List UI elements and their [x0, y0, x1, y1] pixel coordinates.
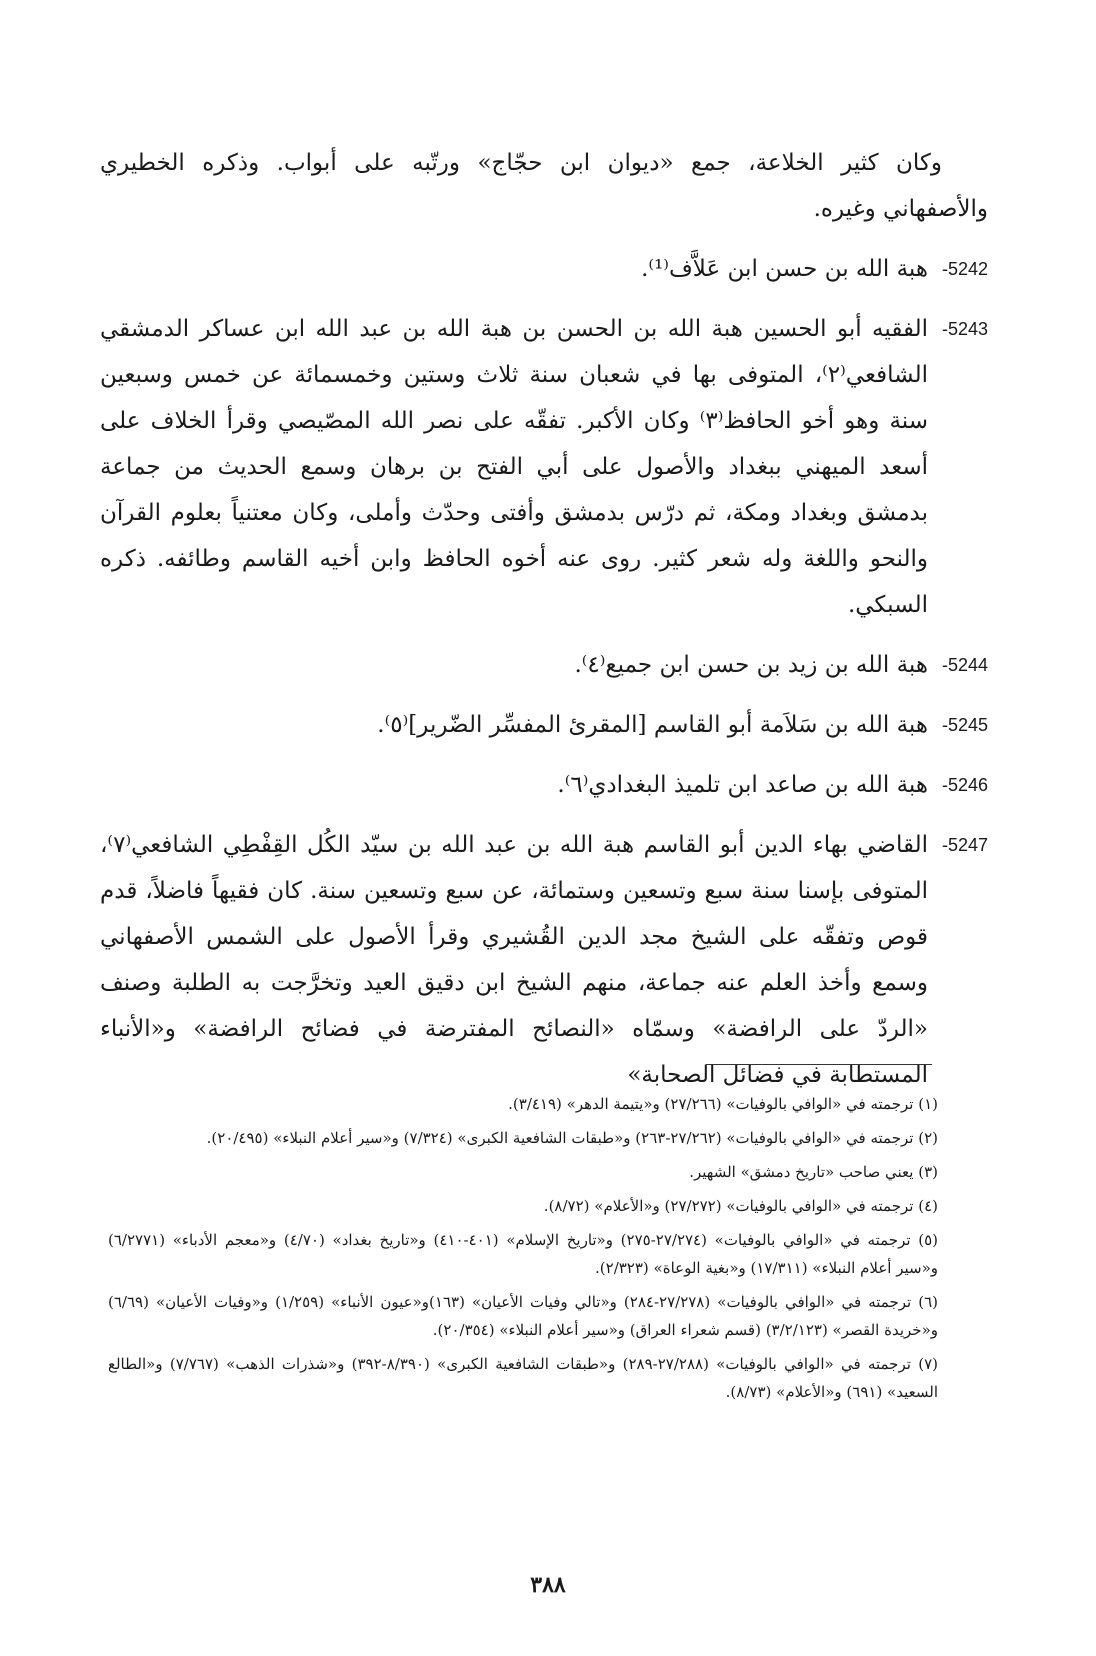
- footnote-4: (٤) ترجمته في «الوافي بالوفيات» (٢٧/٢٧٢) و«الأعلام» (٨/٧٢).: [543, 1197, 938, 1215]
- footnote-1: (١) ترجمته في «الوافي بالوفيات» (٢٧/٢٦٦) و«يتيمة الدهر» (٣/٤١٩).: [508, 1095, 938, 1113]
- footnote-separator: [706, 1064, 932, 1065]
- main-text: [100, 140, 988, 1112]
- entry-number: 5247-: [941, 835, 988, 855]
- continuation-paragraph: وكان كثير الخلاعة، جمع «ديوان ابن حجّاج» ورتّبه على أبواب. وذكره الخطيري والأصفهاني وغيره.: [100, 150, 988, 222]
- footnote-5: (٥) ترجمته في «الوافي بالوفيات» (٢٧/٢٧٤-٢٧٥) و«تاريخ الإسلام» (٤٠١-٤١٠) و«تاريخ بغداد» (٤/٧٠) و«معجم الأدباء» (٦/٢٧٧١) و«سير أعلام النبلاء» (١٧/٣١١) و«بغية الوعاة» (٢/٣٢٣).: [108, 1231, 938, 1277]
- entry-text: هبة الله بن صاعد ابن تلميذ البغدادي⁽٦⁾.: [557, 772, 928, 798]
- entry-5246: [100, 762, 988, 808]
- entry-number: 5244-: [941, 655, 988, 675]
- entry-5247: [100, 822, 988, 1098]
- entry-number: 5246-: [941, 775, 988, 795]
- entry-5243: [100, 306, 988, 628]
- entry-number: 5243-: [941, 319, 988, 339]
- entry-5244: [100, 642, 988, 688]
- entry-number: 5245-: [941, 715, 988, 735]
- footnote-2: (٢) ترجمته في «الوافي بالوفيات» (٢٧/٢٦٢-٢٦٣) و«طبقات الشافعية الكبرى» (٧/٣٢٤) و«سير أعلام النبلاء» (٢٠/٤٩٥).: [206, 1129, 938, 1147]
- footnote-3: (٣) يعني صاحب «تاريخ دمشق» الشهير.: [689, 1163, 938, 1181]
- footnote-6: (٦) ترجمته في «الوافي بالوفيات» (٢٧/٢٧٨-٢٨٤) و«تالي وفيات الأعيان» (١٦٣)و«عيون الأنباء» (١/٢٥٩) و«وفيات الأعيان» (٦/٦٩) و«خريدة القصر» (٣/٢/١٢٣) (قسم شعراء العراق) و«سير أعلام النبلاء» (٢٠/٣٥٤).: [108, 1293, 938, 1339]
- footnote-7: (٧) ترجمته في «الوافي بالوفيات» (٢٧/٢٨٨-٢٨٩) و«طبقات الشافعية الكبرى» (٨/٣٩٠-٣٩٢) و«شذرات الذهب» (٧/٧٦٧) و«الطالع السعيد» (٦٩١) و«الأعلام» (٨/٧٣).: [108, 1355, 938, 1401]
- entry-text: الفقيه أبو الحسين هبة الله بن الحسن بن هبة الله بن عبد الله ابن عساكر الدمشقي الشافعي⁽٢⁾، المتوفى بها في شعبان سنة ثلاث وستين وخمسمائة عن خمس وسبعين سنة وهو أخو الحافظ⁽٣⁾ وكان الأكبر. تفقّه على نصر الله المصّيصي وقرأ الخلاف على أسعد الميهني ببغداد والأصول على أبي الفتح بن برهان وسمع الحديث من جماعة بدمشق وبغداد ومكة، ثم درّس بدمشق وأفتى وحدّث وأملى، وكان معتنياً بعلوم القرآن والنحو واللغة وله شعر كثير. روى عنه أخوه الحافظ وابن أخيه القاسم وطائفه. ذكره السبكي.: [100, 316, 928, 618]
- page-number: ٣٨٨: [530, 1572, 566, 1598]
- entry-5245: [100, 702, 988, 748]
- entry-text: هبة الله بن حسن ابن عَلاَّف⁽¹⁾.: [641, 256, 928, 282]
- entry-text: هبة الله بن زيد بن حسن ابن جميع⁽٤⁾.: [574, 652, 928, 678]
- entry-text: القاضي بهاء الدين أبو القاسم هبة الله بن عبد الله بن سيّد الكُل القِفْطِي الشافعي⁽٧⁾، المتوفى بإسنا سنة سبع وتسعين وستمائة، عن سبع وتسعين سنة. كان فقيهاً فاضلاً، قدم قوص وتفقّه على الشيخ مجد الدين القُشيري وقرأ الأصول على الشمس الأصفهاني وسمع وأخذ العلم عنه جماعة، منهم الشيخ ابن دقيق العيد وتخرَّجت به الطلبة وصنف «الردّ على الرافضة» وسمّاه «النصائح المفترضة في فضائح الرافضة» و«الأنباء المستطابة في فضائل الصحابة»: [100, 832, 928, 1088]
- entry-5242: [100, 246, 988, 292]
- entry-number: 5242-: [941, 259, 988, 279]
- footnotes: [108, 1090, 938, 1412]
- entry-text: هبة الله بن سَلاَمة أبو القاسم [المقرئ المفسِّر الضّرير]⁽٥⁾.: [377, 712, 928, 738]
